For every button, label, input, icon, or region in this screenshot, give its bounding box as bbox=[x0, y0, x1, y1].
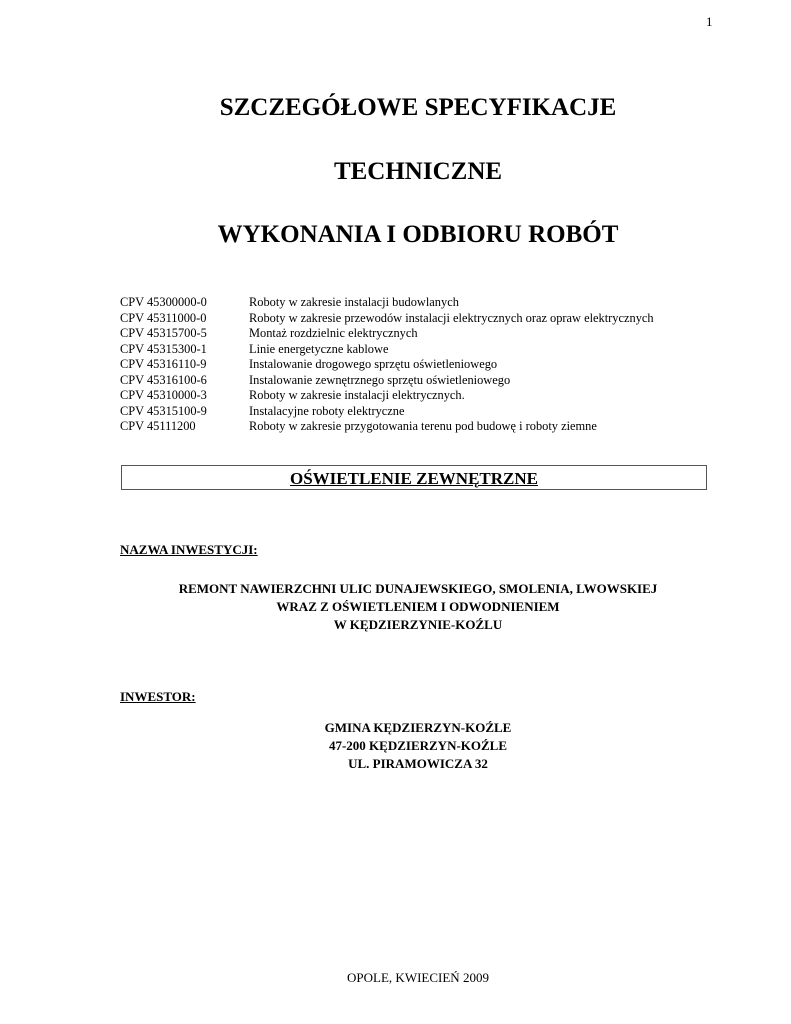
cpv-code: CPV 45111200 bbox=[120, 419, 196, 433]
investor-line-1: GMINA KĘDZIERZYN-KOŹLE bbox=[324, 720, 512, 735]
document-title-line-3: WYKONANIA I ODBIORU ROBÓT bbox=[217, 221, 619, 248]
investor-label: INWESTOR: bbox=[120, 689, 196, 704]
cpv-code: CPV 45311000-0 bbox=[120, 310, 207, 325]
cpv-code-list bbox=[120, 295, 654, 435]
cpv-description: Roboty w zakresie przewodów instalacji elektrycznych oraz opraw elektrycznych bbox=[249, 310, 654, 325]
cpv-code: CPV 45315300-1 bbox=[120, 341, 207, 356]
cpv-row bbox=[120, 326, 654, 342]
cpv-description: Instalacyjne roboty elektryczne bbox=[249, 403, 405, 418]
investor-line-3: UL. PIRAMOWICZA 32 bbox=[348, 756, 488, 771]
cpv-row bbox=[120, 311, 654, 327]
investment-name bbox=[0, 580, 791, 634]
cpv-description: Roboty w zakresie przygotowania terenu pod budowę i roboty ziemne bbox=[249, 419, 597, 433]
cpv-code: CPV 45315700-5 bbox=[120, 326, 207, 340]
cpv-description: Linie energetyczne kablowe bbox=[249, 341, 389, 356]
cpv-code: CPV 45315100-9 bbox=[120, 403, 207, 418]
cpv-code: CPV 45300000-0 bbox=[120, 295, 207, 309]
cpv-description: Montaż rozdzielnic elektrycznych bbox=[249, 326, 418, 340]
cpv-row bbox=[120, 388, 654, 404]
document-title-line-2: TECHNICZNE bbox=[333, 158, 503, 185]
page-number: 1 bbox=[706, 14, 713, 29]
investor-details bbox=[0, 719, 791, 773]
cpv-description: Instalowanie zewnętrznego sprzętu oświetleniowego bbox=[249, 372, 511, 387]
cpv-row bbox=[120, 404, 654, 420]
cpv-row bbox=[120, 373, 654, 389]
cpv-row bbox=[120, 342, 654, 358]
cpv-code: CPV 45316100-6 bbox=[120, 372, 207, 387]
investment-name-line-2: WRAZ Z OŚWIETLENIEM I ODWODNIENIEM bbox=[276, 599, 560, 614]
document-title-line-1: SZCZEGÓŁOWE SPECYFIKACJE bbox=[219, 94, 617, 121]
investment-name-label: NAZWA INWESTYCJI: bbox=[120, 542, 258, 557]
cpv-row bbox=[120, 295, 654, 311]
cpv-description: Roboty w zakresie instalacji elektrycznych. bbox=[249, 388, 465, 402]
cpv-code: CPV 45310000-3 bbox=[120, 388, 207, 402]
investment-name-line-3: W KĘDZIERZYNIE-KOŹLU bbox=[333, 617, 503, 632]
footer-place-date: OPOLE, KWIECIEŃ 2009 bbox=[347, 970, 489, 985]
cpv-code: CPV 45316110-9 bbox=[120, 357, 207, 371]
section-title: OŚWIETLENIE ZEWNĘTRZNE bbox=[290, 469, 538, 488]
cpv-description: Instalowanie drogowego sprzętu oświetleniowego bbox=[249, 357, 498, 371]
investor-line-2: 47-200 KĘDZIERZYN-KOŹLE bbox=[328, 738, 508, 753]
section-title-box bbox=[121, 465, 707, 490]
cpv-row bbox=[120, 357, 654, 373]
cpv-row bbox=[120, 419, 654, 435]
investment-name-line-1: REMONT NAWIERZCHNI ULIC DUNAJEWSKIEGO, SMOLENIA, LWOWSKIEJ bbox=[178, 581, 658, 596]
cpv-description: Roboty w zakresie instalacji budowlanych bbox=[249, 295, 459, 309]
